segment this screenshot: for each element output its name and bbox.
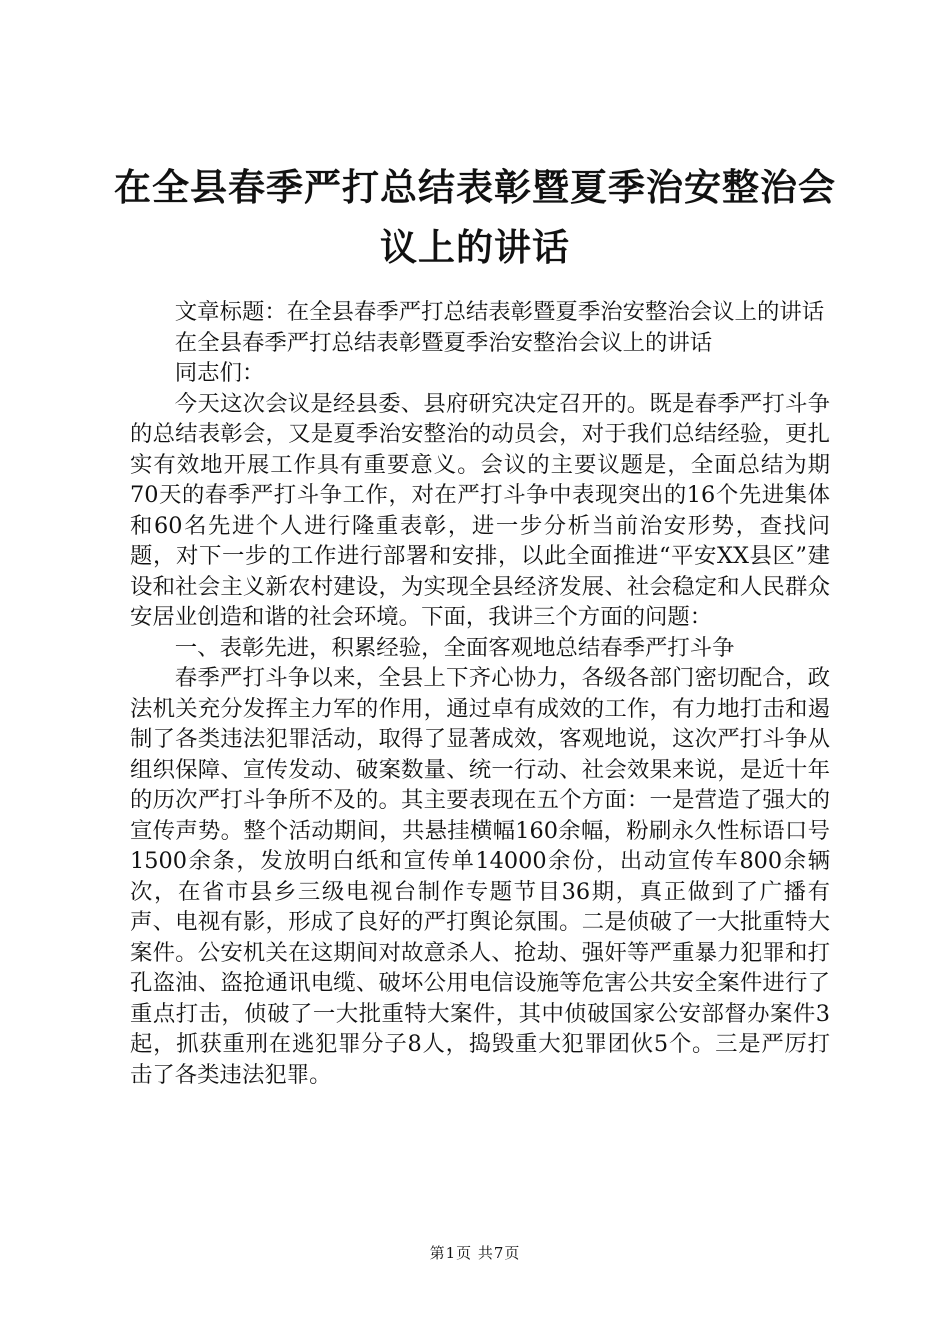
document-title: 在全县春季严打总结表彰暨夏季治安整治会议上的讲话 — [114, 166, 836, 269]
document-body — [130, 297, 830, 1090]
intro-paragraph: 今天这次会议是经县委、县府研究决定召开的。既是春季严打斗争的总结表彰会，又是夏季治安整治的动员会，对于我们总结经验，更扎实有效地开展工作具有重要意义。会议的主要议题是，全面总结为期70天的春季严打斗争工作，对在严打斗争中表现突出的16个先进集体和60名先进个人进行隆重表彰，进一步分析当前治安形势，查找问题，对下一步的工作进行部署和安排，以此全面推进“平安XX县区”建设和社会主义新农村建设，为实现全县经济发展、社会稳定和人民群众安居业创造和谐的社会环境。下面，我讲三个方面的问题： — [130, 390, 830, 630]
section-1-paragraph: 春季严打斗争以来，全县上下齐心协力，各级各部门密切配合，政法机关充分发挥主力军的作用，通过卓有成效的工作，有力地打击和遏制了各类违法犯罪活动，取得了显著成效，客观地说，这次严打斗争从组织保障、宣传发动、破案数量、统一行动、社会效果来说，是近十年的历次严打斗争所不及的。其主要表现在五个方面：一是营造了强大的宣传声势。整个活动期间，共悬挂横幅160余幅，粉刷永久性标语口号1500余条，发放明白纸和宣传单14000余份，出动宣传车800余辆次，在省市县乡三级电视台制作专题节目36期，真正做到了广播有声、电视有影，形成了良好的严打舆论氛围。二是侦破了一大批重特大案件。公安机关在这期间对故意杀人、抢劫、强奸等严重暴力犯罪和打孔盗油、盗抢通讯电缆、破坏公用电信设施等危害公共安全案件进行了重点打击，侦破了一大批重特大案件，其中侦破国家公安部督办案件3起，抓获重刑在逃犯罪分子8人，捣毁重大犯罪团伙5个。三是严厉打击了各类违法犯罪。 — [130, 665, 830, 1088]
page-number-footer: 第1页 共7页 — [429, 1244, 521, 1262]
speech-heading: 在全县春季严打总结表彰暨夏季治安整治会议上的讲话 — [174, 329, 713, 356]
section-heading-1: 一、表彰先进，积累经验，全面客观地总结春季严打斗争 — [174, 634, 735, 661]
article-title-line: 文章标题：在全县春季严打总结表彰暨夏季治安整治会议上的讲话 — [174, 299, 825, 325]
salutation: 同志们： — [174, 360, 265, 386]
